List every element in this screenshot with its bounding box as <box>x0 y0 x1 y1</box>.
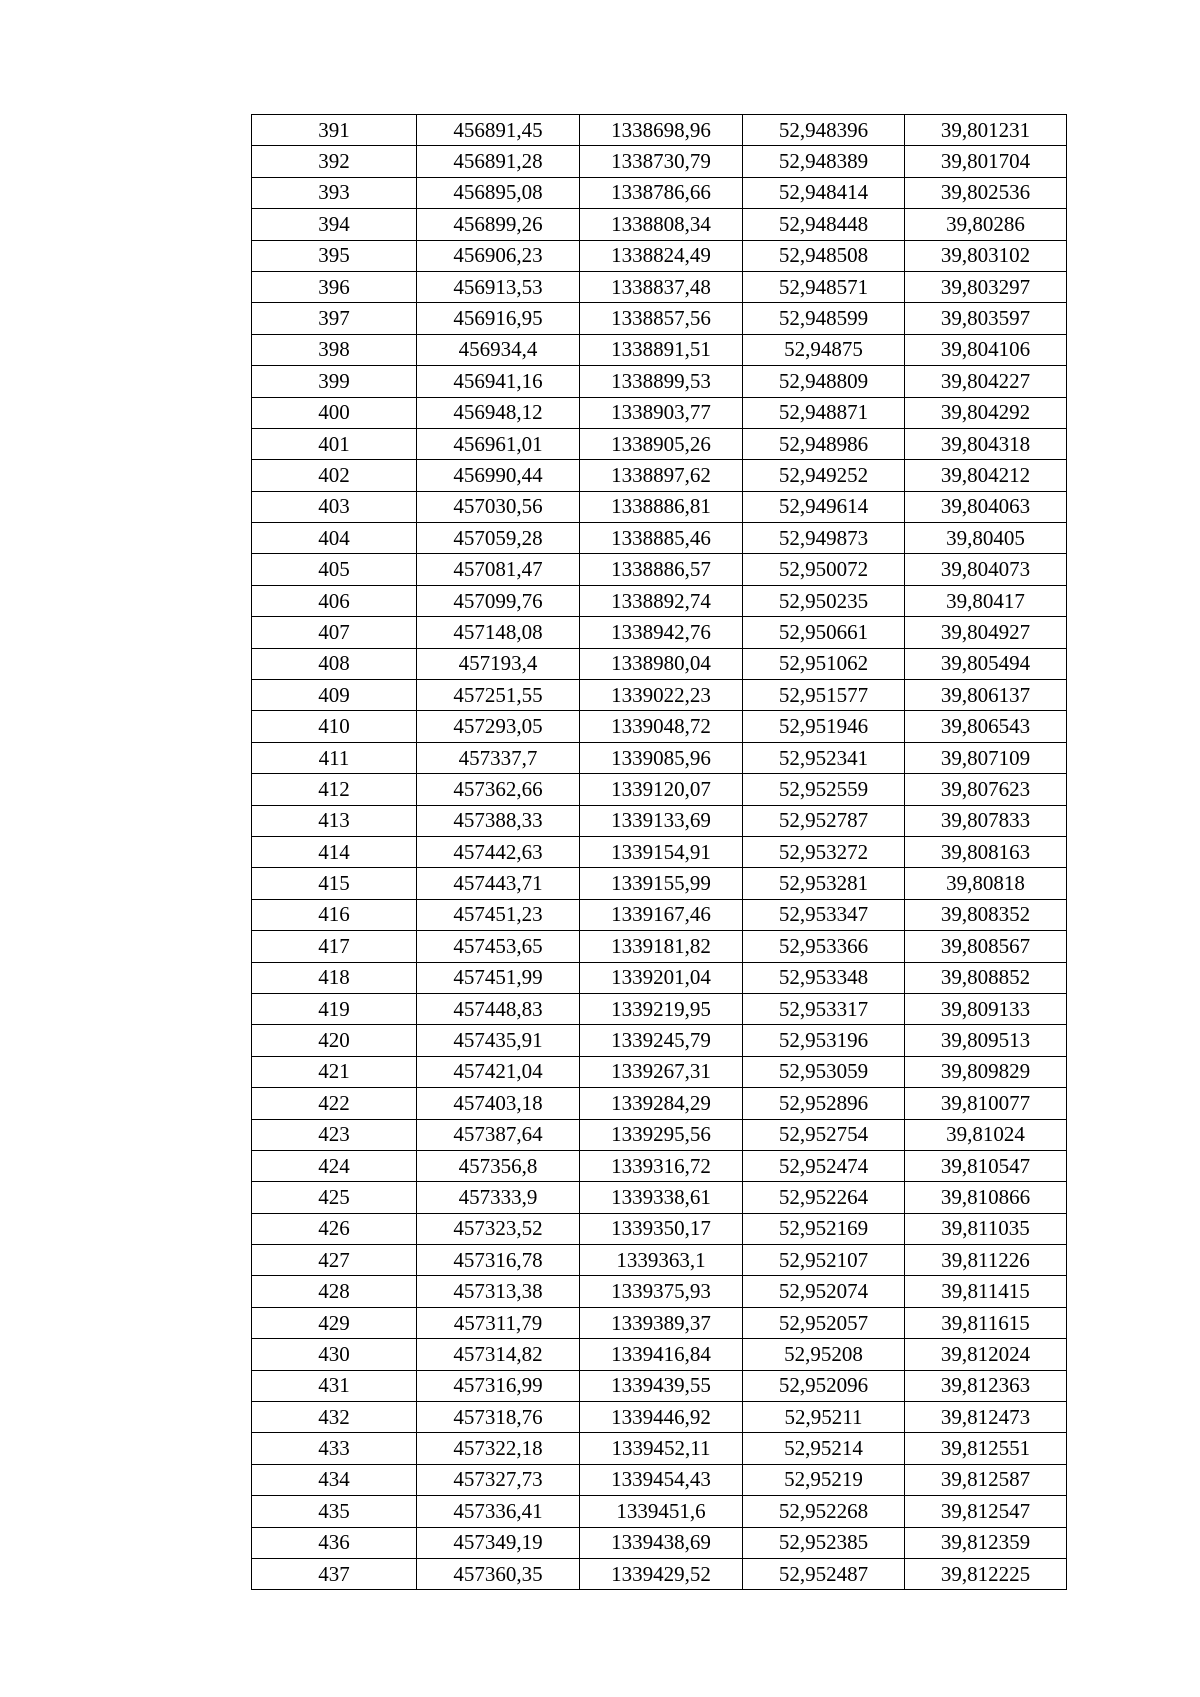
coord-y-cell: 1339155,99 <box>580 868 743 899</box>
table-row <box>252 993 1067 1024</box>
coord-x-cell: 456916,95 <box>417 303 580 334</box>
longitude-cell: 39,804106 <box>905 334 1067 365</box>
latitude-cell: 52,950235 <box>743 585 905 616</box>
point-number-cell: 393 <box>252 177 417 208</box>
point-number-cell: 429 <box>252 1307 417 1338</box>
longitude-cell: 39,812363 <box>905 1370 1067 1401</box>
longitude-cell: 39,801704 <box>905 146 1067 177</box>
point-number-cell: 392 <box>252 146 417 177</box>
longitude-cell: 39,805494 <box>905 648 1067 679</box>
coord-y-cell: 1339446,92 <box>580 1402 743 1433</box>
longitude-cell: 39,80286 <box>905 209 1067 240</box>
latitude-cell: 52,950661 <box>743 617 905 648</box>
table-row <box>252 805 1067 836</box>
table-row <box>252 617 1067 648</box>
coord-x-cell: 456934,4 <box>417 334 580 365</box>
point-number-cell: 434 <box>252 1464 417 1495</box>
point-number-cell: 437 <box>252 1558 417 1589</box>
coord-y-cell: 1338942,76 <box>580 617 743 648</box>
longitude-cell: 39,801231 <box>905 115 1067 146</box>
coord-y-cell: 1339375,93 <box>580 1276 743 1307</box>
point-number-cell: 395 <box>252 240 417 271</box>
table-row <box>252 1119 1067 1150</box>
table-row <box>252 303 1067 334</box>
point-number-cell: 397 <box>252 303 417 334</box>
table-row <box>252 1402 1067 1433</box>
coord-y-cell: 1339416,84 <box>580 1339 743 1370</box>
longitude-cell: 39,807833 <box>905 805 1067 836</box>
point-number-cell: 420 <box>252 1025 417 1056</box>
table-row <box>252 585 1067 616</box>
longitude-cell: 39,808352 <box>905 899 1067 930</box>
coord-x-cell: 457327,73 <box>417 1464 580 1495</box>
coord-x-cell: 457451,99 <box>417 962 580 993</box>
coord-x-cell: 457148,08 <box>417 617 580 648</box>
table-row <box>252 523 1067 554</box>
longitude-cell: 39,806137 <box>905 680 1067 711</box>
coord-y-cell: 1339438,69 <box>580 1527 743 1558</box>
table-row <box>252 240 1067 271</box>
longitude-cell: 39,804073 <box>905 554 1067 585</box>
coord-y-cell: 1339022,23 <box>580 680 743 711</box>
table-row <box>252 491 1067 522</box>
longitude-cell: 39,812473 <box>905 1402 1067 1433</box>
coord-y-cell: 1339154,91 <box>580 836 743 867</box>
latitude-cell: 52,952487 <box>743 1558 905 1589</box>
point-number-cell: 432 <box>252 1402 417 1433</box>
longitude-cell: 39,80417 <box>905 585 1067 616</box>
point-number-cell: 413 <box>252 805 417 836</box>
coord-x-cell: 457362,66 <box>417 774 580 805</box>
longitude-cell: 39,804927 <box>905 617 1067 648</box>
point-number-cell: 402 <box>252 460 417 491</box>
latitude-cell: 52,951946 <box>743 711 905 742</box>
coord-y-cell: 1339219,95 <box>580 993 743 1024</box>
table-row <box>252 271 1067 302</box>
coord-x-cell: 456990,44 <box>417 460 580 491</box>
coord-x-cell: 456913,53 <box>417 271 580 302</box>
coord-y-cell: 1339284,29 <box>580 1088 743 1119</box>
longitude-cell: 39,803297 <box>905 271 1067 302</box>
table-row <box>252 962 1067 993</box>
longitude-cell: 39,812359 <box>905 1527 1067 1558</box>
coord-x-cell: 456948,12 <box>417 397 580 428</box>
table-row <box>252 1339 1067 1370</box>
table-row <box>252 334 1067 365</box>
coord-x-cell: 457251,55 <box>417 680 580 711</box>
latitude-cell: 52,952107 <box>743 1245 905 1276</box>
latitude-cell: 52,953196 <box>743 1025 905 1056</box>
longitude-cell: 39,809513 <box>905 1025 1067 1056</box>
latitude-cell: 52,952385 <box>743 1527 905 1558</box>
coord-y-cell: 1338897,62 <box>580 460 743 491</box>
table-row <box>252 209 1067 240</box>
latitude-cell: 52,952474 <box>743 1150 905 1181</box>
table-row <box>252 742 1067 773</box>
coord-x-cell: 457293,05 <box>417 711 580 742</box>
coord-y-cell: 1338892,74 <box>580 585 743 616</box>
coord-x-cell: 457333,9 <box>417 1182 580 1213</box>
coord-y-cell: 1339338,61 <box>580 1182 743 1213</box>
latitude-cell: 52,95211 <box>743 1402 905 1433</box>
longitude-cell: 39,804318 <box>905 428 1067 459</box>
coord-y-cell: 1339167,46 <box>580 899 743 930</box>
point-number-cell: 401 <box>252 428 417 459</box>
coord-x-cell: 457030,56 <box>417 491 580 522</box>
table-row <box>252 711 1067 742</box>
latitude-cell: 52,952559 <box>743 774 905 805</box>
coord-x-cell: 457316,99 <box>417 1370 580 1401</box>
coord-x-cell: 457193,4 <box>417 648 580 679</box>
latitude-cell: 52,952057 <box>743 1307 905 1338</box>
latitude-cell: 52,949252 <box>743 460 905 491</box>
coord-y-cell: 1338698,96 <box>580 115 743 146</box>
coord-y-cell: 1339085,96 <box>580 742 743 773</box>
point-number-cell: 425 <box>252 1182 417 1213</box>
coord-x-cell: 457316,78 <box>417 1245 580 1276</box>
latitude-cell: 52,94875 <box>743 334 905 365</box>
table-row <box>252 1496 1067 1527</box>
table-row <box>252 554 1067 585</box>
point-number-cell: 433 <box>252 1433 417 1464</box>
point-number-cell: 419 <box>252 993 417 1024</box>
coord-x-cell: 457448,83 <box>417 993 580 1024</box>
table-row <box>252 1558 1067 1589</box>
point-number-cell: 427 <box>252 1245 417 1276</box>
point-number-cell: 412 <box>252 774 417 805</box>
coord-y-cell: 1338808,34 <box>580 209 743 240</box>
latitude-cell: 52,951577 <box>743 680 905 711</box>
point-number-cell: 431 <box>252 1370 417 1401</box>
table-row <box>252 1307 1067 1338</box>
longitude-cell: 39,80818 <box>905 868 1067 899</box>
coord-y-cell: 1339181,82 <box>580 931 743 962</box>
coord-y-cell: 1339389,37 <box>580 1307 743 1338</box>
table-row <box>252 1433 1067 1464</box>
coord-x-cell: 457387,64 <box>417 1119 580 1150</box>
coord-y-cell: 1338786,66 <box>580 177 743 208</box>
longitude-cell: 39,809133 <box>905 993 1067 1024</box>
coord-y-cell: 1339245,79 <box>580 1025 743 1056</box>
point-number-cell: 400 <box>252 397 417 428</box>
coord-y-cell: 1339201,04 <box>580 962 743 993</box>
longitude-cell: 39,810077 <box>905 1088 1067 1119</box>
coord-x-cell: 457453,65 <box>417 931 580 962</box>
coord-y-cell: 1339048,72 <box>580 711 743 742</box>
table-row <box>252 1056 1067 1087</box>
point-number-cell: 407 <box>252 617 417 648</box>
coord-x-cell: 457443,71 <box>417 868 580 899</box>
coord-x-cell: 456906,23 <box>417 240 580 271</box>
table-row <box>252 1150 1067 1181</box>
table-row <box>252 774 1067 805</box>
coord-y-cell: 1339439,55 <box>580 1370 743 1401</box>
table-row <box>252 836 1067 867</box>
point-number-cell: 423 <box>252 1119 417 1150</box>
coord-x-cell: 457349,19 <box>417 1527 580 1558</box>
longitude-cell: 39,803597 <box>905 303 1067 334</box>
point-number-cell: 406 <box>252 585 417 616</box>
coord-y-cell: 1339452,11 <box>580 1433 743 1464</box>
point-number-cell: 391 <box>252 115 417 146</box>
longitude-cell: 39,804227 <box>905 366 1067 397</box>
coord-x-cell: 457099,76 <box>417 585 580 616</box>
table-row <box>252 1182 1067 1213</box>
latitude-cell: 52,952096 <box>743 1370 905 1401</box>
longitude-cell: 39,808163 <box>905 836 1067 867</box>
table-row <box>252 1245 1067 1276</box>
table-row <box>252 899 1067 930</box>
coord-y-cell: 1339429,52 <box>580 1558 743 1589</box>
point-number-cell: 418 <box>252 962 417 993</box>
latitude-cell: 52,952341 <box>743 742 905 773</box>
coord-x-cell: 456941,16 <box>417 366 580 397</box>
coord-x-cell: 457403,18 <box>417 1088 580 1119</box>
point-number-cell: 394 <box>252 209 417 240</box>
point-number-cell: 403 <box>252 491 417 522</box>
longitude-cell: 39,804212 <box>905 460 1067 491</box>
coord-y-cell: 1338886,81 <box>580 491 743 522</box>
latitude-cell: 52,948508 <box>743 240 905 271</box>
point-number-cell: 436 <box>252 1527 417 1558</box>
latitude-cell: 52,948599 <box>743 303 905 334</box>
table-row <box>252 1213 1067 1244</box>
longitude-cell: 39,81024 <box>905 1119 1067 1150</box>
coord-y-cell: 1339295,56 <box>580 1119 743 1150</box>
longitude-cell: 39,804292 <box>905 397 1067 428</box>
point-number-cell: 399 <box>252 366 417 397</box>
point-number-cell: 408 <box>252 648 417 679</box>
point-number-cell: 396 <box>252 271 417 302</box>
point-number-cell: 410 <box>252 711 417 742</box>
coord-x-cell: 456891,28 <box>417 146 580 177</box>
longitude-cell: 39,809829 <box>905 1056 1067 1087</box>
latitude-cell: 52,948389 <box>743 146 905 177</box>
point-number-cell: 426 <box>252 1213 417 1244</box>
latitude-cell: 52,953317 <box>743 993 905 1024</box>
longitude-cell: 39,806543 <box>905 711 1067 742</box>
coord-x-cell: 457435,91 <box>417 1025 580 1056</box>
latitude-cell: 52,948809 <box>743 366 905 397</box>
coord-y-cell: 1339363,1 <box>580 1245 743 1276</box>
table-row <box>252 177 1067 208</box>
coord-x-cell: 457451,23 <box>417 899 580 930</box>
coord-x-cell: 457313,38 <box>417 1276 580 1307</box>
longitude-cell: 39,802536 <box>905 177 1067 208</box>
coord-x-cell: 457323,52 <box>417 1213 580 1244</box>
coord-y-cell: 1338891,51 <box>580 334 743 365</box>
coord-y-cell: 1339133,69 <box>580 805 743 836</box>
latitude-cell: 52,95214 <box>743 1433 905 1464</box>
table-row <box>252 366 1067 397</box>
table-row <box>252 1527 1067 1558</box>
latitude-cell: 52,952264 <box>743 1182 905 1213</box>
coord-y-cell: 1338886,57 <box>580 554 743 585</box>
latitude-cell: 52,949873 <box>743 523 905 554</box>
point-number-cell: 428 <box>252 1276 417 1307</box>
coord-x-cell: 457356,8 <box>417 1150 580 1181</box>
latitude-cell: 52,948396 <box>743 115 905 146</box>
coord-x-cell: 457318,76 <box>417 1402 580 1433</box>
longitude-cell: 39,812587 <box>905 1464 1067 1495</box>
coord-x-cell: 456899,26 <box>417 209 580 240</box>
latitude-cell: 52,953272 <box>743 836 905 867</box>
table-row <box>252 397 1067 428</box>
coord-y-cell: 1338730,79 <box>580 146 743 177</box>
table-row <box>252 1464 1067 1495</box>
longitude-cell: 39,810866 <box>905 1182 1067 1213</box>
table-row <box>252 460 1067 491</box>
table-row <box>252 648 1067 679</box>
point-number-cell: 411 <box>252 742 417 773</box>
point-number-cell: 417 <box>252 931 417 962</box>
latitude-cell: 52,949614 <box>743 491 905 522</box>
coord-x-cell: 456895,08 <box>417 177 580 208</box>
point-number-cell: 416 <box>252 899 417 930</box>
coord-x-cell: 457421,04 <box>417 1056 580 1087</box>
coord-y-cell: 1338905,26 <box>580 428 743 459</box>
coord-y-cell: 1339120,07 <box>580 774 743 805</box>
table-row <box>252 428 1067 459</box>
latitude-cell: 52,952268 <box>743 1496 905 1527</box>
point-number-cell: 430 <box>252 1339 417 1370</box>
coord-x-cell: 457314,82 <box>417 1339 580 1370</box>
latitude-cell: 52,952074 <box>743 1276 905 1307</box>
longitude-cell: 39,812225 <box>905 1558 1067 1589</box>
latitude-cell: 52,953281 <box>743 868 905 899</box>
latitude-cell: 52,948986 <box>743 428 905 459</box>
longitude-cell: 39,808567 <box>905 931 1067 962</box>
latitude-cell: 52,953347 <box>743 899 905 930</box>
latitude-cell: 52,948571 <box>743 271 905 302</box>
coord-x-cell: 457081,47 <box>417 554 580 585</box>
table-row <box>252 868 1067 899</box>
point-number-cell: 424 <box>252 1150 417 1181</box>
latitude-cell: 52,953059 <box>743 1056 905 1087</box>
coord-y-cell: 1338899,53 <box>580 366 743 397</box>
point-number-cell: 422 <box>252 1088 417 1119</box>
table-row <box>252 1276 1067 1307</box>
coord-x-cell: 457442,63 <box>417 836 580 867</box>
table-row <box>252 931 1067 962</box>
longitude-cell: 39,807623 <box>905 774 1067 805</box>
latitude-cell: 52,953348 <box>743 962 905 993</box>
point-number-cell: 435 <box>252 1496 417 1527</box>
table-row <box>252 1088 1067 1119</box>
latitude-cell: 52,948414 <box>743 177 905 208</box>
coord-y-cell: 1338903,77 <box>580 397 743 428</box>
coord-y-cell: 1338824,49 <box>580 240 743 271</box>
longitude-cell: 39,811226 <box>905 1245 1067 1276</box>
coord-x-cell: 457388,33 <box>417 805 580 836</box>
longitude-cell: 39,810547 <box>905 1150 1067 1181</box>
coord-y-cell: 1339454,43 <box>580 1464 743 1495</box>
latitude-cell: 52,951062 <box>743 648 905 679</box>
latitude-cell: 52,948448 <box>743 209 905 240</box>
coord-y-cell: 1338857,56 <box>580 303 743 334</box>
coord-y-cell: 1339350,17 <box>580 1213 743 1244</box>
latitude-cell: 52,953366 <box>743 931 905 962</box>
coord-x-cell: 457322,18 <box>417 1433 580 1464</box>
coord-x-cell: 457337,7 <box>417 742 580 773</box>
longitude-cell: 39,812547 <box>905 1496 1067 1527</box>
table-row <box>252 146 1067 177</box>
table-row <box>252 1370 1067 1401</box>
table-row <box>252 680 1067 711</box>
coord-y-cell: 1338885,46 <box>580 523 743 554</box>
coord-x-cell: 456961,01 <box>417 428 580 459</box>
coord-y-cell: 1338980,04 <box>580 648 743 679</box>
longitude-cell: 39,811615 <box>905 1307 1067 1338</box>
longitude-cell: 39,804063 <box>905 491 1067 522</box>
point-number-cell: 409 <box>252 680 417 711</box>
point-number-cell: 404 <box>252 523 417 554</box>
point-number-cell: 415 <box>252 868 417 899</box>
coord-x-cell: 457311,79 <box>417 1307 580 1338</box>
coordinates-table-body <box>252 115 1067 1590</box>
coord-y-cell: 1339316,72 <box>580 1150 743 1181</box>
point-number-cell: 405 <box>252 554 417 585</box>
latitude-cell: 52,95208 <box>743 1339 905 1370</box>
longitude-cell: 39,807109 <box>905 742 1067 773</box>
coord-x-cell: 457336,41 <box>417 1496 580 1527</box>
longitude-cell: 39,811035 <box>905 1213 1067 1244</box>
point-number-cell: 398 <box>252 334 417 365</box>
coord-y-cell: 1338837,48 <box>580 271 743 302</box>
longitude-cell: 39,811415 <box>905 1276 1067 1307</box>
latitude-cell: 52,95219 <box>743 1464 905 1495</box>
latitude-cell: 52,952169 <box>743 1213 905 1244</box>
point-number-cell: 414 <box>252 836 417 867</box>
longitude-cell: 39,812024 <box>905 1339 1067 1370</box>
coord-y-cell: 1339451,6 <box>580 1496 743 1527</box>
longitude-cell: 39,80405 <box>905 523 1067 554</box>
latitude-cell: 52,952787 <box>743 805 905 836</box>
longitude-cell: 39,812551 <box>905 1433 1067 1464</box>
coord-x-cell: 457059,28 <box>417 523 580 554</box>
longitude-cell: 39,803102 <box>905 240 1067 271</box>
latitude-cell: 52,952896 <box>743 1088 905 1119</box>
coordinates-table <box>251 114 1067 1590</box>
longitude-cell: 39,808852 <box>905 962 1067 993</box>
latitude-cell: 52,952754 <box>743 1119 905 1150</box>
coord-x-cell: 457360,35 <box>417 1558 580 1589</box>
latitude-cell: 52,950072 <box>743 554 905 585</box>
latitude-cell: 52,948871 <box>743 397 905 428</box>
table-row <box>252 115 1067 146</box>
coord-x-cell: 456891,45 <box>417 115 580 146</box>
table-row <box>252 1025 1067 1056</box>
coord-y-cell: 1339267,31 <box>580 1056 743 1087</box>
point-number-cell: 421 <box>252 1056 417 1087</box>
